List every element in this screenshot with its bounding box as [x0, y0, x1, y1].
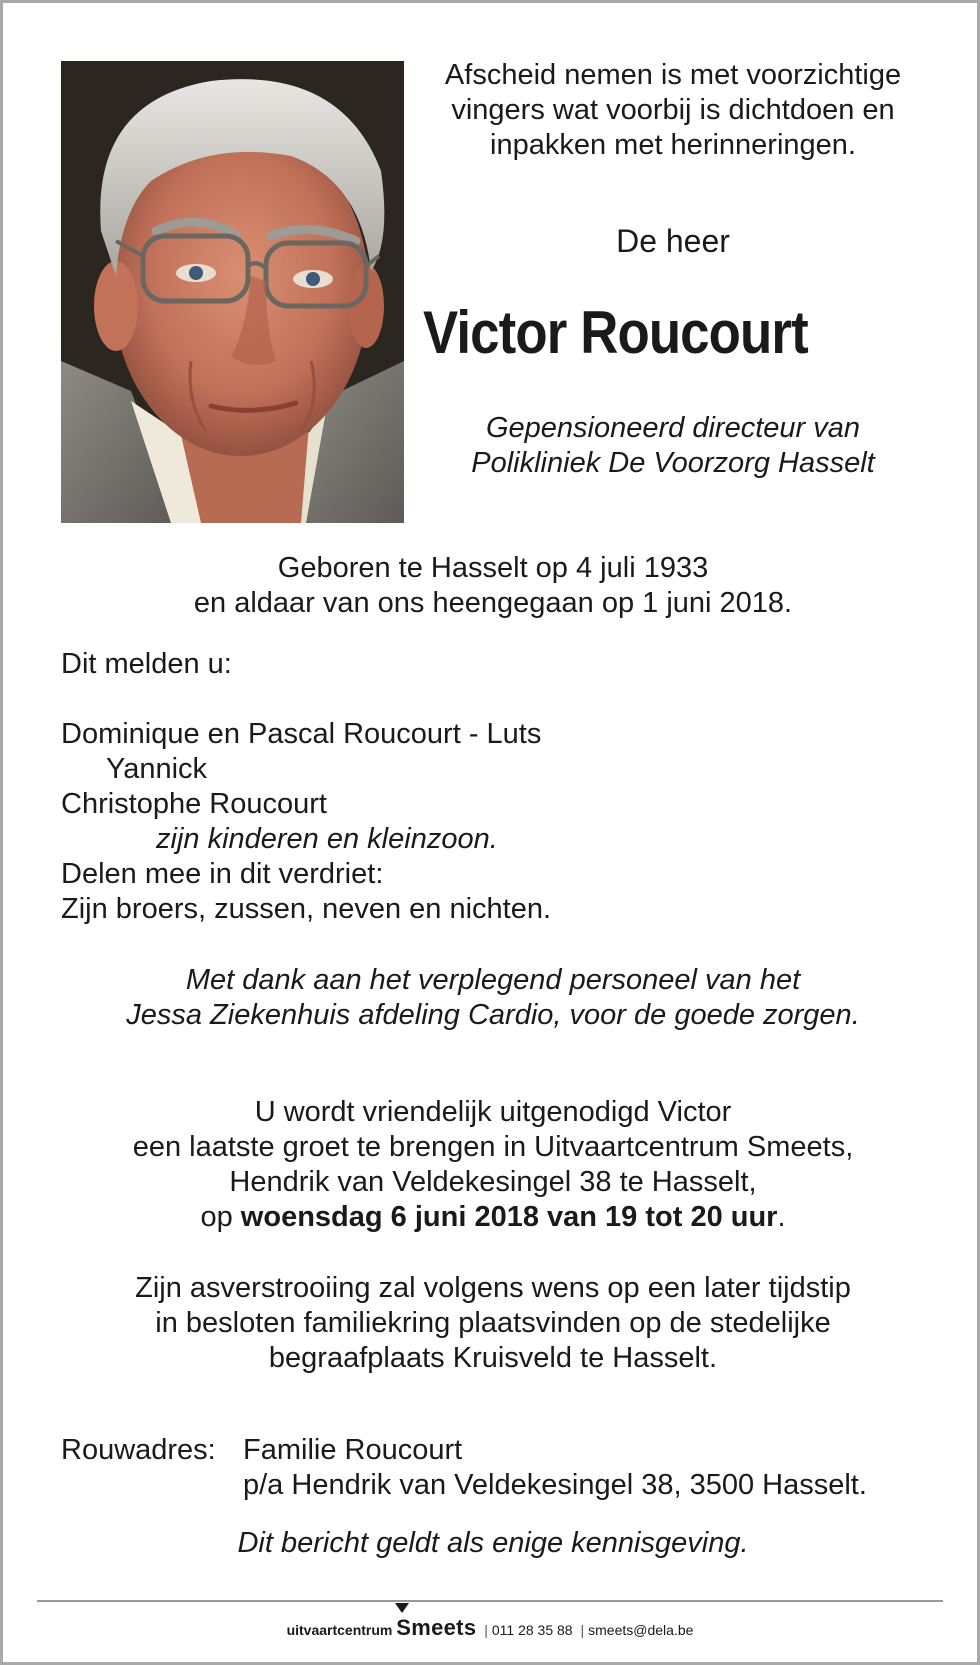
- deceased-name: Victor Roucourt: [423, 299, 808, 366]
- ashes-line: in besloten familiekring plaatsvinden op de stedelijke: [155, 1307, 831, 1339]
- triangle-marker-icon: [395, 1603, 409, 1613]
- mourning-address-line: [61, 1433, 941, 1468]
- invitation-date-prefix: op: [200, 1201, 241, 1233]
- announcer-relation: zijn kinderen en kleinzoon.: [156, 823, 498, 855]
- mourning-address-street: p/a Hendrik van Veldekesingel 38, 3500 Hasselt.: [243, 1469, 867, 1501]
- occupation-line: Gepensioneerd directeur van: [485, 412, 860, 444]
- thanks-line: Jessa Ziekenhuis afdeling Cardio, voor de goede zorgen.: [126, 999, 860, 1031]
- invitation-line: U wordt vriendelijk uitgenodigd Victor: [254, 1096, 732, 1128]
- mourning-address-name: Familie Roucourt: [243, 1434, 463, 1466]
- invitation-date: woensdag 6 juni 2018 van 19 tot 20 uur: [240, 1201, 778, 1233]
- footer-divider: [37, 1600, 943, 1602]
- occupation: [413, 411, 933, 481]
- invitation-date-suffix: .: [777, 1201, 786, 1233]
- announcer-line: Delen mee in dit verdriet:: [61, 858, 384, 890]
- footer-brand: Smeets: [396, 1615, 477, 1640]
- mourning-address: [61, 1433, 941, 1503]
- announcer-line: Dominique en Pascal Roucourt - Luts: [61, 718, 542, 750]
- quote-line: Afscheid nemen is met voorzichtige: [444, 59, 902, 91]
- birth-death-dates: [43, 551, 943, 621]
- invitation-line: een laatste groet te brengen in Uitvaartcentrum Smeets,: [132, 1131, 854, 1163]
- footer: [3, 1616, 977, 1642]
- mourning-address-label: Rouwadres:: [61, 1434, 216, 1466]
- announcers-intro: Dit melden u:: [61, 648, 232, 680]
- opening-quote: [413, 58, 933, 163]
- invitation-date-line: [43, 1200, 943, 1235]
- quote-line: inpakken met herinneringen.: [490, 129, 856, 161]
- footer-phone: 011 28 35 88: [491, 1622, 573, 1638]
- announcers-list: [61, 717, 941, 927]
- occupation-line: Polikliniek De Voorzorg Hasselt: [471, 447, 875, 479]
- footer-separator: |: [580, 1622, 585, 1638]
- footer-email: smeets@dela.be: [588, 1622, 694, 1638]
- thanks-line: Met dank aan het verplegend personeel van het: [185, 964, 801, 996]
- invitation: [43, 1095, 943, 1235]
- salutation: De heer: [616, 223, 730, 259]
- death-line: en aldaar van ons heengegaan op 1 juni 2018.: [193, 587, 793, 619]
- announcer-line: Christophe Roucourt: [61, 788, 327, 820]
- notice: Dit bericht geldt als enige kennisgeving.: [237, 1527, 749, 1559]
- quote-line: vingers wat voorbij is dichtdoen en: [451, 94, 895, 126]
- footer-separator: |: [484, 1622, 488, 1638]
- portrait-photo: [61, 61, 404, 523]
- ashes-line: Zijn asverstrooiing zal volgens wens op een later tijdstip: [135, 1272, 851, 1304]
- announcer-line: Zijn broers, zussen, neven en nichten.: [61, 893, 552, 925]
- birth-line: Geboren te Hasselt op 4 juli 1933: [277, 552, 709, 584]
- ashes-scattering: [43, 1271, 943, 1376]
- portrait-illustration: [61, 61, 404, 523]
- announcer-line: Yannick: [106, 753, 208, 785]
- thanks-message: [43, 963, 943, 1033]
- ashes-line: begraafplaats Kruisveld te Hasselt.: [268, 1342, 718, 1374]
- footer-prefix: uitvaartcentrum: [286, 1622, 393, 1638]
- invitation-line: Hendrik van Veldekesingel 38 te Hasselt,: [229, 1166, 757, 1198]
